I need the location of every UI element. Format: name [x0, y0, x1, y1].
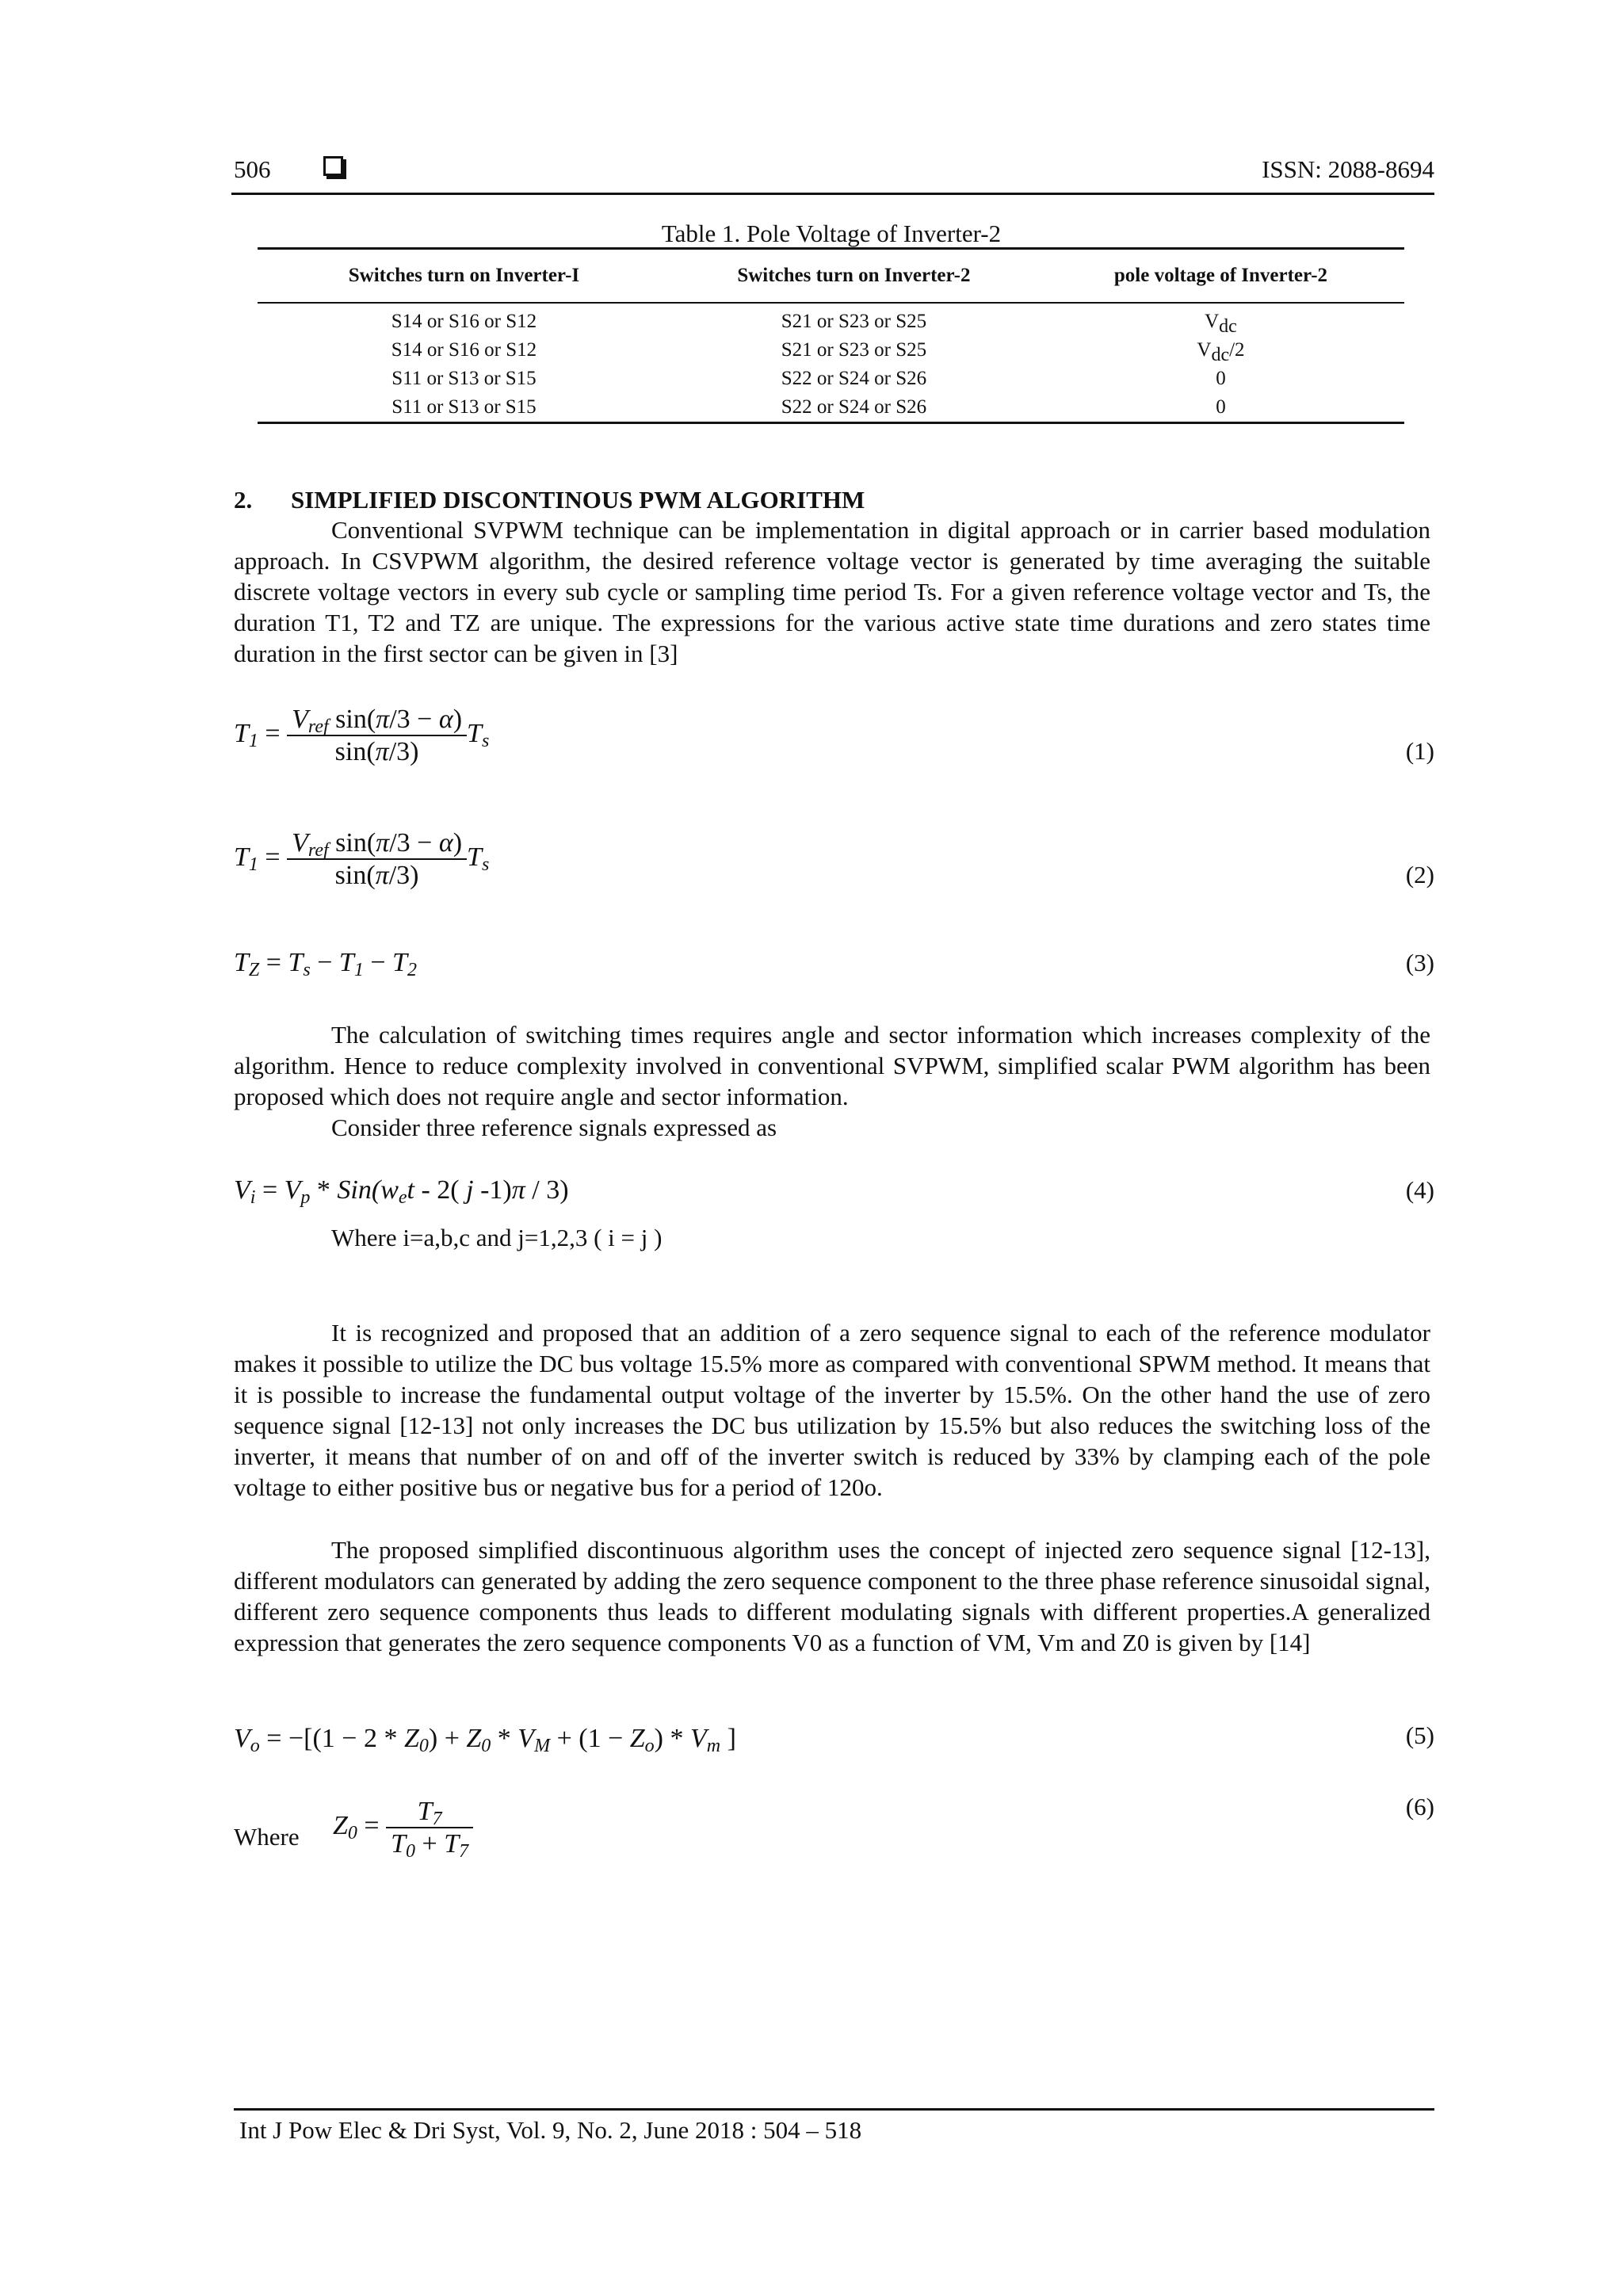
table-cell: S14 or S16 or S12 [391, 311, 537, 332]
page-number: 506 [234, 155, 271, 183]
footer-citation: Int J Pow Elec & Dri Syst, Vol. 9, No. 2, June 2018 : 504 – 518 [239, 2116, 862, 2144]
equation-number: (5) [1405, 1721, 1434, 1749]
header-rule [231, 193, 1434, 195]
table-cell: 0 [1037, 393, 1404, 423]
where-label: Where [234, 1823, 300, 1851]
table-cell: S22 or S24 or S26 [781, 368, 927, 389]
equation-3: $T_Z = T_s - T_1 - T_2$ [234, 948, 417, 980]
footer-rule [234, 2108, 1434, 2111]
pole-voltage-table [258, 247, 1404, 424]
equation-number: (1) [1405, 737, 1434, 765]
table-cell: S11 or S13 or S15 [258, 393, 670, 423]
table-row [258, 336, 1404, 365]
equation-number: (6) [1405, 1793, 1434, 1820]
table-cell: S14 or S16 or S12 [391, 339, 537, 361]
table-cell: S21 or S23 or S25 [781, 339, 927, 361]
equation-4: $V_i = V_p * Sin(w_et - 2$( j -1)π / 3) [234, 1175, 569, 1208]
table-row [258, 303, 1404, 336]
paragraph-text: The proposed simplified discontinuous algorithm uses the concept of injected zero sequence signal [12-13], different modulators can generated by adding the zero sequence component to the three phase reference sinusoidal signal, different zero sequence components thus leads to different modulating signals with different properties.A generalized expression that generates the zero sequence components V0 as a function of VM, Vm and Z0 is given by [14] [234, 1536, 1430, 1656]
table-cell: S22 or S24 or S26 [670, 393, 1037, 423]
paragraph-3 [234, 1112, 1430, 1143]
paragraph-text: Conventional SVPWM technique can be implementation in digital approach or in carrier based modulation approach. In CSVPWM algorithm, the desired reference voltage vector is generated by time averaging the suitable discrete voltage vectors in every sub cycle or sampling time period Ts. For a given reference voltage vector and Ts, the duration T1, T2 and TZ are unique. The expressions for the various active state time durations and zero states time duration in the first sector can be given in [3] [234, 516, 1430, 667]
column-header: pole voltage of Inverter-2 [1037, 249, 1404, 304]
column-header: Switches turn on Inverter-I [258, 249, 670, 304]
equation-number: (3) [1405, 949, 1434, 976]
paragraph-text: The calculation of switching times requires angle and sector information which increases complexity of the algorithm. Hence to reduce complexity involved in conventional SVPWM, simplified scalar PWM algorithm has been proposed which does not require angle and sector information. [234, 1021, 1430, 1110]
section-title: SIMPLIFIED DISCONTINOUS PWM ALGORITHM [291, 486, 865, 514]
checkbox-square-icon [323, 156, 343, 176]
table-header-row [258, 249, 1404, 304]
subscript-dc: dc [1219, 316, 1237, 337]
table-cell: S11 or S13 or S15 [391, 368, 537, 389]
column-header: Switches turn on Inverter-2 [670, 249, 1037, 304]
equation-number: (4) [1405, 1176, 1434, 1204]
issn: ISSN: 2088-8694 [1262, 155, 1434, 183]
table-cell: 0 [1216, 368, 1226, 389]
paragraph-5 [234, 1534, 1430, 1658]
equation-6: $Z_0$ = $\frac{T_7}{T_0 + T_7}$ [333, 1796, 473, 1859]
subscript-dc: dc [1211, 345, 1230, 365]
equation-number: (2) [1405, 861, 1434, 888]
where-clause: Where i=a,b,c and j=1,2,3 ( i = j ) [331, 1224, 663, 1251]
table-caption: Table 1. Pole Voltage of Inverter-2 [661, 220, 1002, 247]
table-cell: S21 or S23 or S25 [781, 311, 927, 332]
table-row [258, 393, 1404, 423]
paragraph-text: Consider three reference signals expressed as [331, 1114, 777, 1141]
equation-5: $V_o = -[(1 - 2 * Z_0) + Z_0 * V_M + (1 - Z_o) * V_m$ ] [234, 1724, 736, 1756]
equation-2: $T_1$ = $\frac{V_{ref} \sin(\pi/3 - \alpha)}{\sin(\pi/3)}$ $T_s$ [234, 828, 490, 890]
equation-1: $T_1$ = $\frac{V_{ref} \sin(\pi/3 - \alpha)}{\sin(\pi/3)}$ $T_s$ [234, 705, 490, 766]
table-cell: $V_{dc}$ [1205, 311, 1237, 337]
paragraph-2 [234, 1019, 1430, 1112]
table-cell: $V_{dc}/2$ [1197, 339, 1245, 365]
table-row [258, 365, 1404, 393]
paragraph-text: It is recognized and proposed that an addition of a zero sequence signal to each of the reference modulator makes it possible to utilize the DC bus voltage 15.5% more as compared with conventional SPWM method. It means that it is possible to increase the fundamental output voltage of the inverter by 15.5%. On the other hand the use of zero sequence signal [12-13] not only increases the DC bus utilization by 15.5% but also reduces the switching loss of the inverter, it means that number of on and off of the inverter switch is reduced by 33% by clamping each of the pole voltage to either positive bus or negative bus for a period of 120o. [234, 1319, 1430, 1501]
section-number: 2. [234, 486, 253, 514]
section-heading [234, 484, 865, 515]
paragraph-1 [234, 514, 1430, 669]
paragraph-4 [234, 1317, 1430, 1503]
